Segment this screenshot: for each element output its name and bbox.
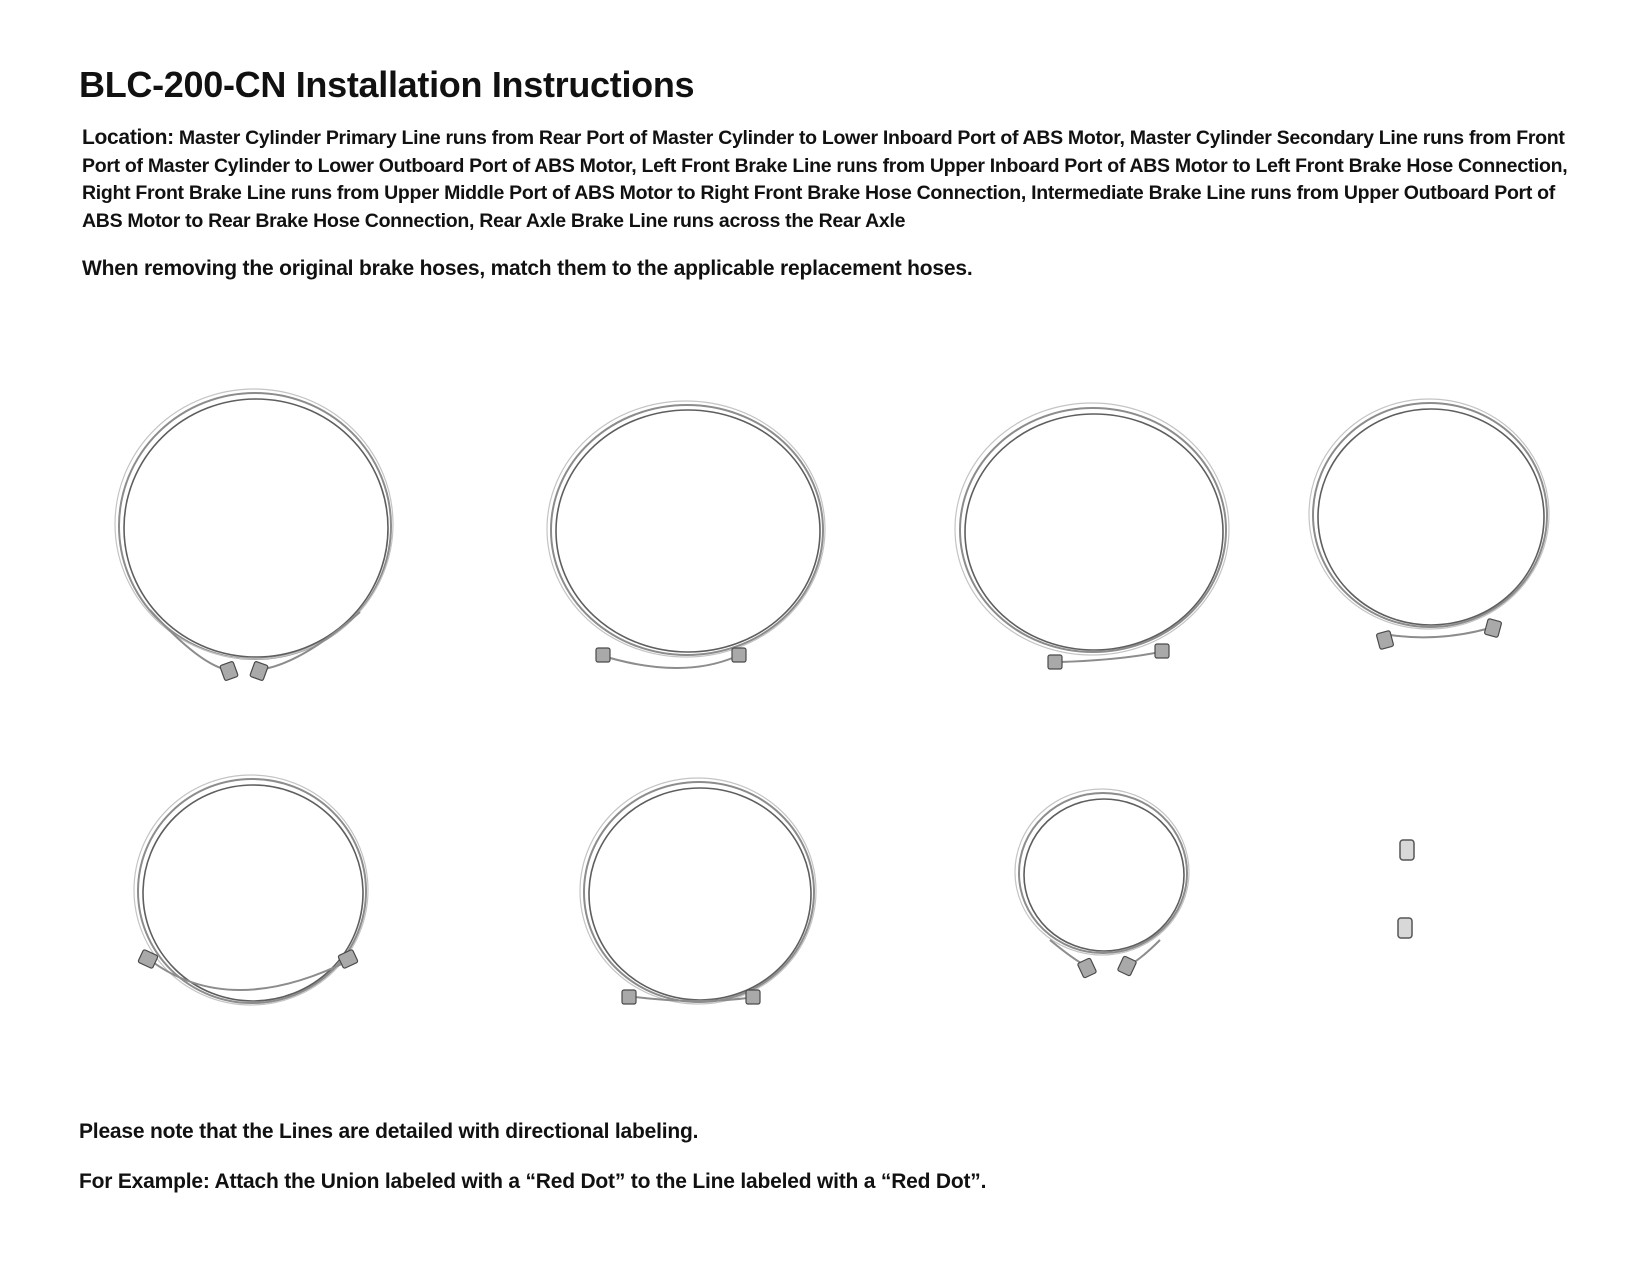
brake-line-coil-7 [1015, 789, 1189, 978]
union-fitting [1398, 918, 1412, 938]
location-label: Location: [82, 126, 174, 149]
brake-line-coil-3 [955, 403, 1229, 669]
location-text: Master Cylinder Primary Line runs from Rear Port of Master Cylinder to Lower Inboard Port of ABS Motor, Master Cylinder Secondary Line runs from Front Port of Master Cylinder to Lower Outboard Port of ABS Motor, Left Front Brake Line runs from Upper Inboard Port of ABS Motor to Left Front Brake Hose Connection, Right Front Brake Line runs from Upper Middle Port of ABS Motor to Right Front Brake Hose Connection, Intermediate Brake Line runs from Upper Outboard Port of ABS Motor to Rear Brake Hose Connection, Rear Axle Brake Line runs across the Rear Axle [82, 127, 1568, 232]
brake-line-unions [1398, 840, 1414, 938]
directional-labeling-note: Please note that the Lines are detailed with directional labeling. [79, 1120, 699, 1143]
brake-line-coil-2 [547, 401, 825, 668]
brake-line-parts-photo [0, 380, 1650, 1040]
union-fitting [1400, 840, 1414, 860]
document-title: BLC-200-CN Installation Instructions [79, 64, 695, 105]
brake-line-coil-1 [115, 389, 393, 681]
brake-line-coil-5 [134, 775, 368, 1005]
intro-instruction: When removing the original brake hoses, match them to the applicable replacement hoses. [82, 257, 973, 280]
brake-line-coil-4 [1309, 399, 1549, 650]
location-paragraph [82, 124, 1572, 235]
brake-line-coil-6 [580, 778, 816, 1004]
red-dot-example-note: For Example: Attach the Union labeled with a “Red Dot” to the Line labeled with a “Red Dot”. [79, 1170, 987, 1193]
